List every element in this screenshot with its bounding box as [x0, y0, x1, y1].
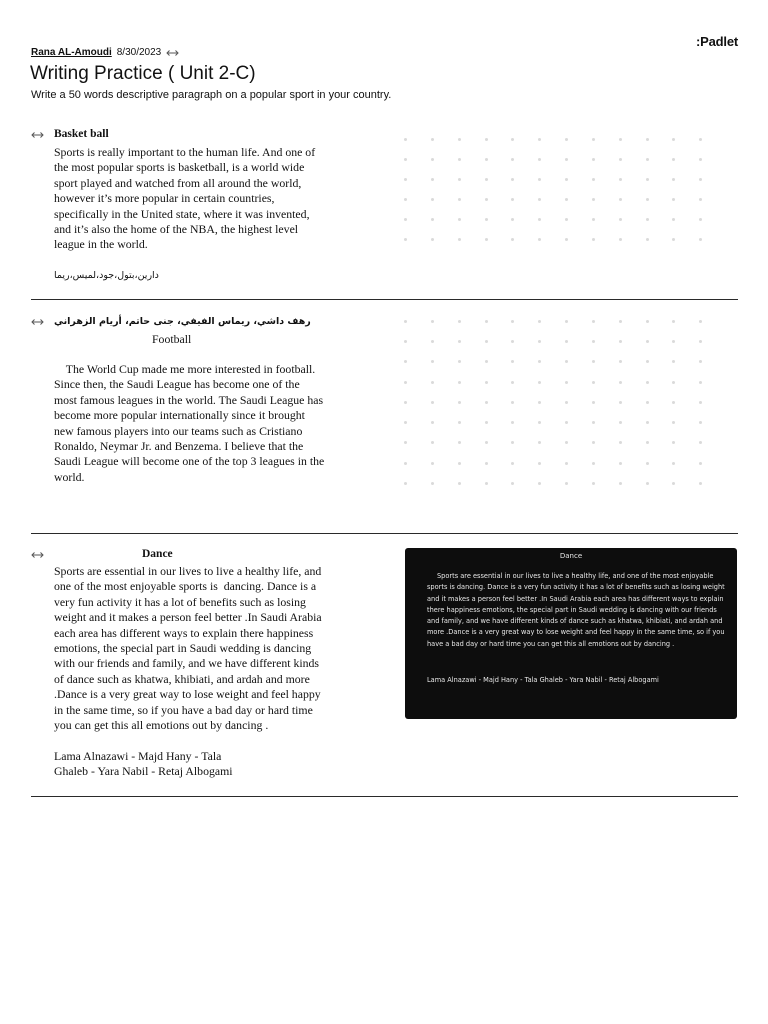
grid-dot	[672, 381, 675, 384]
grid-dot	[672, 441, 675, 444]
grid-dot	[646, 421, 649, 424]
grid-dot	[592, 462, 595, 465]
grid-dot	[619, 462, 622, 465]
grid-dot	[619, 320, 622, 323]
grid-dot	[699, 178, 702, 181]
post-body: Sports is really important to the human life. And one of the most popular sports is basketball, is a world wide sport played and watched from all around the world, however it’s more popular in certain countries, specifically in the United state, where it was invented, and it’s also the home of the NBA, the highest level league in the world.	[54, 145, 316, 252]
grid-dot	[485, 218, 488, 221]
grid-dot	[592, 178, 595, 181]
grid-dot	[404, 218, 407, 221]
grid-dot	[538, 198, 541, 201]
grid-dot	[699, 218, 702, 221]
post-subtitle: Football	[152, 332, 192, 346]
post-divider	[31, 533, 738, 534]
grid-dot	[619, 482, 622, 485]
grid-dot	[565, 462, 568, 465]
link-arrows-icon[interactable]	[31, 318, 44, 326]
grid-dot	[646, 320, 649, 323]
grid-dot	[672, 178, 675, 181]
grid-dot	[646, 198, 649, 201]
post-meta	[31, 47, 179, 58]
grid-dot	[404, 198, 407, 201]
grid-dot	[431, 138, 434, 141]
grid-dot	[619, 340, 622, 343]
grid-dot	[619, 238, 622, 241]
post-title: رهف داشي، ريماس الفيفي، جنى حاتم، أريام الزهراني	[54, 316, 311, 327]
grid-dot	[619, 421, 622, 424]
grid-dot	[538, 340, 541, 343]
grid-dot	[458, 340, 461, 343]
grid-dot	[699, 482, 702, 485]
grid-dot	[646, 158, 649, 161]
grid-dot	[592, 238, 595, 241]
attachment-body: Sports are essential in our lives to live a healthy life, and one of the most enjoyable sports is dancing. Dance is a very fun activity it has a lot of benefits such as losing weight and it makes a person feel better .In Saudi Arabia each area has different ways to explain there happiness emotions, the special part in Saudi wedding is dancing with our friends and family, and we have different kinds of dance such as khatwa, khibiati, and ardah and more .Dance is a very great way to lose weight and feel happy in the same time, so if you have a bad day or hard time you can get this all emotions out by dancing .	[427, 572, 725, 648]
post-divider	[31, 299, 738, 300]
post-divider	[31, 796, 738, 797]
grid-dot	[619, 158, 622, 161]
grid-dot	[404, 238, 407, 241]
grid-dot	[538, 462, 541, 465]
grid-dot	[485, 158, 488, 161]
grid-dot	[511, 198, 514, 201]
post-authors: Lama Alnazawi - Majd Hany - Tala Ghaleb - Yara Nabil - Retaj Albogami	[54, 749, 233, 779]
grid-dot	[431, 360, 434, 363]
grid-dot	[485, 441, 488, 444]
grid-dot	[565, 198, 568, 201]
grid-dot	[538, 441, 541, 444]
post-body: Sports are essential in our lives to live a healthy life, and one of the most enjoyable sports is dancing. Dance is a very fun activity it has a lot of benefits such as losing weight and it makes a person feel better .In Saudi Arabia each area has different ways to explain there happiness emotions, the special part in Saudi wedding is dancing with our friends and family, and we have different kinds of dance such as khatwa, khibiati, and ardah and more .Dance is a very great way to lose weight and feel happy in the same time, so if you have a bad day or hard time you can get this all emotions out by dancing .	[54, 564, 322, 733]
grid-dot	[699, 340, 702, 343]
grid-dot	[565, 320, 568, 323]
grid-dot	[565, 441, 568, 444]
grid-dot	[404, 421, 407, 424]
grid-dot	[646, 340, 649, 343]
grid-dot	[565, 381, 568, 384]
grid-dot	[565, 340, 568, 343]
grid-dot	[699, 158, 702, 161]
attachment-authors: Lama Alnazawi - Majd Hany - Tala Ghaleb - Yara Nabil - Retaj Albogami	[427, 676, 659, 684]
grid-dot	[619, 441, 622, 444]
grid-dot	[619, 401, 622, 404]
grid-dot	[404, 320, 407, 323]
page-subtitle: Write a 50 words descriptive paragraph on a popular sport in your country.	[31, 89, 392, 101]
grid-dot	[565, 421, 568, 424]
grid-dot	[431, 340, 434, 343]
link-arrows-icon[interactable]	[31, 131, 44, 139]
link-arrows-icon[interactable]	[31, 551, 44, 559]
grid-dot	[699, 360, 702, 363]
grid-dot	[646, 381, 649, 384]
post-date: 8/30/2023	[116, 47, 162, 58]
grid-dot	[565, 158, 568, 161]
grid-dot	[592, 441, 595, 444]
grid-dot	[431, 462, 434, 465]
grid-dot	[538, 421, 541, 424]
grid-dot	[646, 462, 649, 465]
grid-dot	[511, 340, 514, 343]
grid-dot	[404, 441, 407, 444]
grid-dot	[404, 178, 407, 181]
grid-dot	[404, 381, 407, 384]
grid-dot	[672, 401, 675, 404]
grid-dot	[511, 360, 514, 363]
grid-dot	[538, 158, 541, 161]
grid-dot	[511, 441, 514, 444]
grid-dot	[672, 238, 675, 241]
grid-dot	[699, 320, 702, 323]
grid-dot	[511, 462, 514, 465]
grid-dot	[458, 218, 461, 221]
post-title: Basket ball	[54, 128, 109, 140]
grid-dot	[619, 198, 622, 201]
grid-dot	[699, 138, 702, 141]
grid-dot	[592, 320, 595, 323]
grid-dot	[592, 381, 595, 384]
grid-dot	[699, 401, 702, 404]
grid-dot	[538, 401, 541, 404]
dot-grid	[404, 138, 726, 258]
post-body: The World Cup made me more interested in football. Since then, the Saudi League has become one of the most famous leagues in the world. The Saudi League has become more popular internationally since it brought new famous players into our teams such as Cristiano Ronaldo, Neymar Jr. and Benzema. I believe that the Saudi League will become one of the top 3 leagues in the world.	[54, 362, 325, 484]
grid-dot	[485, 340, 488, 343]
grid-dot	[565, 401, 568, 404]
grid-dot	[565, 178, 568, 181]
grid-dot	[485, 482, 488, 485]
grid-dot	[404, 138, 407, 141]
grid-dot	[431, 421, 434, 424]
grid-dot	[431, 441, 434, 444]
grid-dot	[619, 138, 622, 141]
post-authors: دارين،بتول،جود،لميس،ريما	[54, 270, 159, 281]
grid-dot	[485, 401, 488, 404]
grid-dot	[672, 360, 675, 363]
grid-dot	[565, 138, 568, 141]
grid-dot	[619, 360, 622, 363]
author-link[interactable]: Rana AL-Amoudi	[31, 47, 112, 58]
grid-dot	[431, 320, 434, 323]
grid-dot	[565, 360, 568, 363]
grid-dot	[646, 238, 649, 241]
grid-dot	[672, 421, 675, 424]
grid-dot	[458, 320, 461, 323]
grid-dot	[592, 421, 595, 424]
grid-dot	[592, 158, 595, 161]
grid-dot	[511, 381, 514, 384]
grid-dot	[565, 238, 568, 241]
grid-dot	[538, 138, 541, 141]
grid-dot	[431, 482, 434, 485]
grid-dot	[699, 462, 702, 465]
grid-dot	[646, 401, 649, 404]
grid-dot	[646, 218, 649, 221]
grid-dot	[646, 138, 649, 141]
grid-dot	[431, 381, 434, 384]
grid-dot	[431, 198, 434, 201]
grid-dot	[511, 238, 514, 241]
grid-dot	[672, 462, 675, 465]
grid-dot	[538, 381, 541, 384]
grid-dot	[431, 238, 434, 241]
grid-dot	[565, 482, 568, 485]
grid-dot	[646, 360, 649, 363]
grid-dot	[511, 218, 514, 221]
post-title: Dance	[142, 548, 173, 560]
grid-dot	[699, 238, 702, 241]
grid-dot	[538, 320, 541, 323]
grid-dot	[592, 401, 595, 404]
grid-dot	[619, 218, 622, 221]
grid-dot	[592, 198, 595, 201]
grid-dot	[511, 178, 514, 181]
grid-dot	[404, 482, 407, 485]
grid-dot	[404, 158, 407, 161]
grid-dot	[592, 482, 595, 485]
grid-dot	[485, 198, 488, 201]
grid-dot	[538, 218, 541, 221]
grid-dot	[672, 482, 675, 485]
grid-dot	[431, 401, 434, 404]
grid-dot	[511, 421, 514, 424]
grid-dot	[592, 360, 595, 363]
grid-dot	[511, 320, 514, 323]
grid-dot	[672, 198, 675, 201]
grid-dot	[458, 158, 461, 161]
grid-dot	[431, 218, 434, 221]
grid-dot	[646, 178, 649, 181]
page-title: Writing Practice ( Unit 2-C)	[30, 63, 256, 84]
attachment-title: Dance	[559, 552, 583, 560]
grid-dot	[565, 218, 568, 221]
grid-dot	[458, 198, 461, 201]
grid-dot	[458, 178, 461, 181]
grid-dot	[404, 462, 407, 465]
grid-dot	[592, 340, 595, 343]
grid-dot	[458, 441, 461, 444]
grid-dot	[485, 360, 488, 363]
grid-dot	[458, 238, 461, 241]
grid-dot	[699, 441, 702, 444]
grid-dot	[458, 360, 461, 363]
padlet-logo[interactable]: :Padlet	[696, 34, 738, 49]
grid-dot	[485, 178, 488, 181]
grid-dot	[672, 218, 675, 221]
grid-dot	[511, 401, 514, 404]
grid-dot	[538, 178, 541, 181]
grid-dot	[672, 320, 675, 323]
grid-dot	[511, 158, 514, 161]
grid-dot	[458, 462, 461, 465]
grid-dot	[592, 218, 595, 221]
grid-dot	[485, 381, 488, 384]
grid-dot	[672, 138, 675, 141]
post-attachment[interactable]	[405, 548, 737, 719]
grid-dot	[485, 462, 488, 465]
grid-dot	[699, 198, 702, 201]
grid-dot	[458, 138, 461, 141]
grid-dot	[592, 138, 595, 141]
link-arrows-icon[interactable]	[166, 49, 179, 57]
grid-dot	[699, 381, 702, 384]
grid-dot	[672, 158, 675, 161]
grid-dot	[485, 421, 488, 424]
grid-dot	[672, 340, 675, 343]
grid-dot	[538, 482, 541, 485]
grid-dot	[646, 482, 649, 485]
grid-dot	[619, 381, 622, 384]
grid-dot	[646, 441, 649, 444]
grid-dot	[538, 360, 541, 363]
grid-dot	[431, 178, 434, 181]
grid-dot	[404, 401, 407, 404]
grid-dot	[404, 360, 407, 363]
dot-grid	[404, 320, 726, 502]
grid-dot	[699, 421, 702, 424]
grid-dot	[458, 401, 461, 404]
grid-dot	[404, 340, 407, 343]
grid-dot	[458, 381, 461, 384]
grid-dot	[511, 138, 514, 141]
grid-dot	[458, 482, 461, 485]
grid-dot	[485, 138, 488, 141]
grid-dot	[431, 158, 434, 161]
grid-dot	[458, 421, 461, 424]
grid-dot	[538, 238, 541, 241]
grid-dot	[511, 482, 514, 485]
grid-dot	[619, 178, 622, 181]
grid-dot	[485, 320, 488, 323]
grid-dot	[485, 238, 488, 241]
